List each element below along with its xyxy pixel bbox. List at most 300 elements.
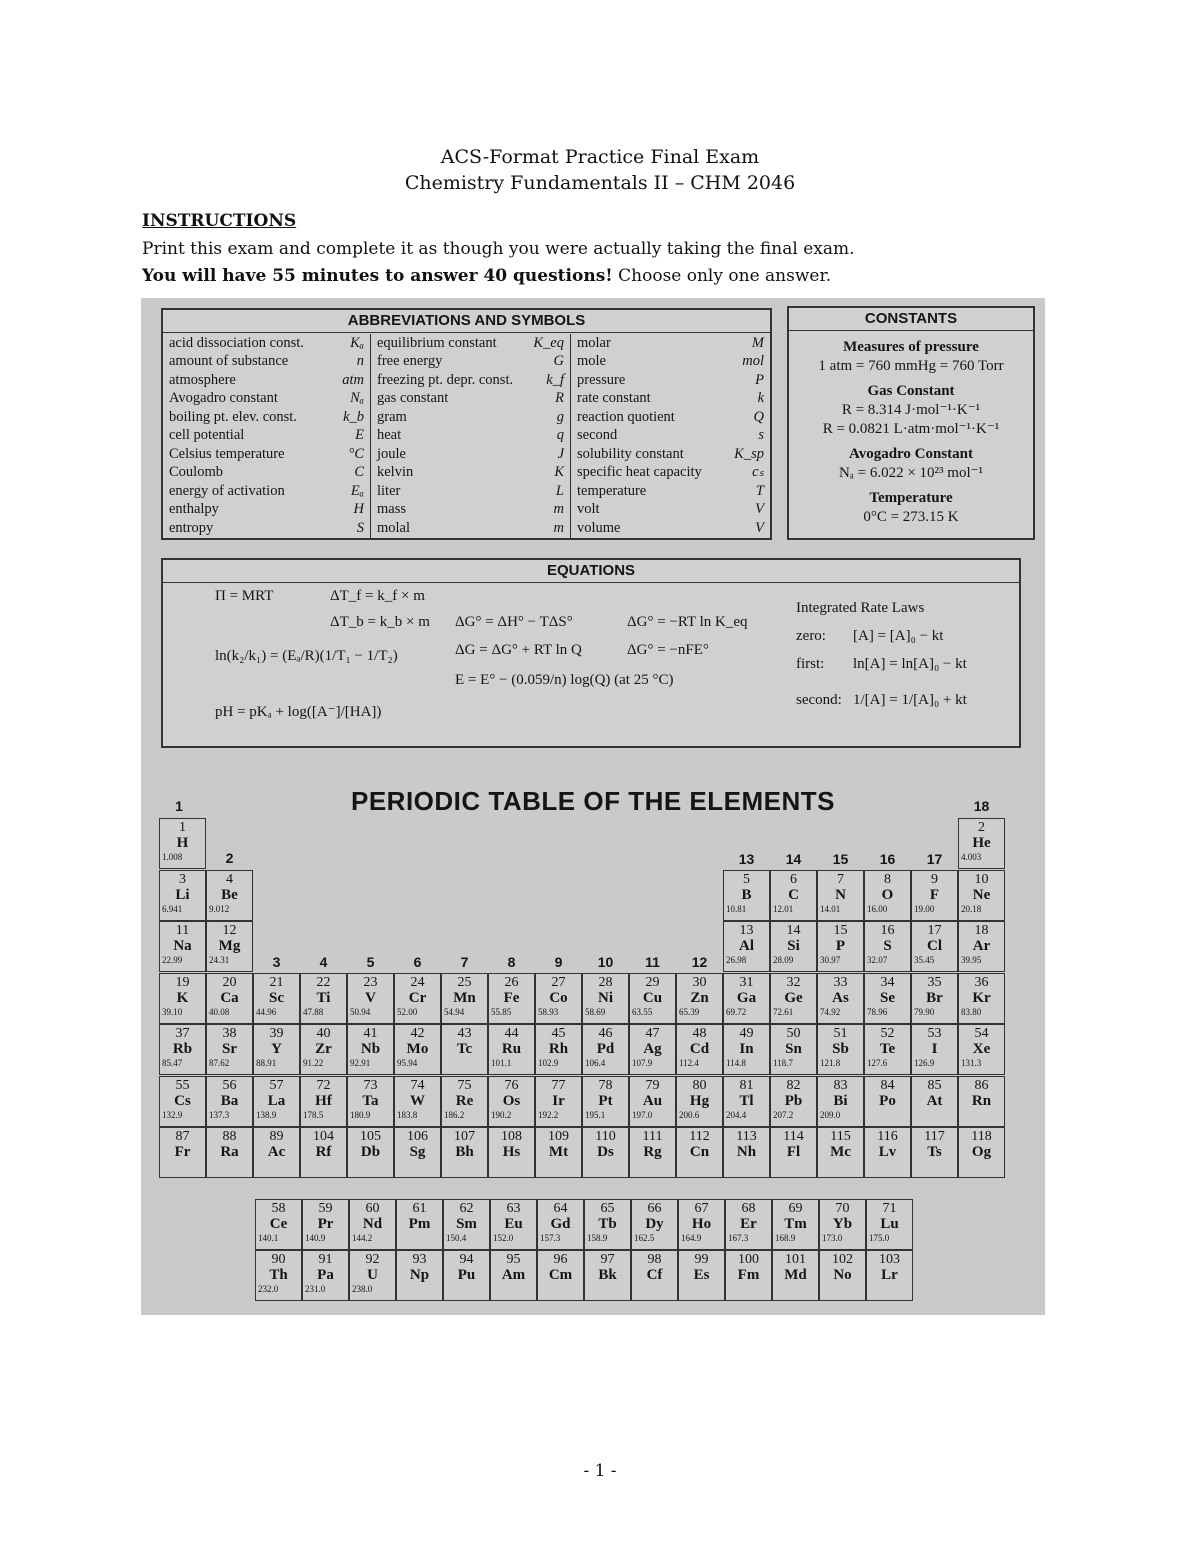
element-cell	[770, 870, 817, 921]
element-symbol: Zr	[315, 1041, 332, 1057]
element-symbol: At	[926, 1092, 943, 1109]
element-number: 97	[600, 1252, 615, 1267]
element-cell	[817, 870, 864, 921]
element-number: 73	[363, 1077, 378, 1093]
equations-title: EQUATIONS	[163, 560, 1019, 583]
element-number: 5	[743, 871, 750, 887]
element-number: 46	[598, 1026, 613, 1041]
element-mass: 106.4	[585, 1058, 606, 1068]
element-cell	[958, 818, 1005, 869]
abbreviation-row	[571, 501, 770, 520]
periodic-table-title: PERIODIC TABLE OF THE ELEMENTS	[351, 786, 835, 816]
abbreviation-symbol: Nₐ	[350, 390, 364, 407]
exam-title: ACS-Format Practice Final Exam	[440, 146, 760, 168]
abbreviation-symbol: s	[758, 427, 764, 444]
element-cell	[723, 973, 770, 1024]
group-label: 2	[225, 850, 234, 866]
element-number: 1	[179, 820, 186, 835]
element-number: 54	[974, 1026, 989, 1041]
element-symbol: Am	[501, 1267, 526, 1283]
abbreviation-row	[371, 334, 570, 353]
element-mass: 83.80	[961, 1006, 982, 1017]
first-order-law: ln[A] = ln[A]₀ − kt	[853, 656, 967, 672]
element-number: 48	[692, 1026, 707, 1041]
element-symbol: W	[410, 1092, 425, 1109]
element-cell	[676, 973, 723, 1024]
element-cell	[159, 870, 206, 921]
element-cell	[817, 1127, 864, 1178]
element-cell	[488, 1076, 535, 1127]
instructions-line-2-rest: Choose only one answer.	[612, 266, 832, 286]
element-symbol: Pb	[784, 1092, 803, 1109]
abbreviation-symbol: G	[553, 353, 564, 370]
element-symbol: Fl	[786, 1144, 801, 1160]
element-mass: 50.94	[350, 1006, 371, 1017]
element-symbol: Bk	[598, 1267, 617, 1283]
abbreviation-row	[371, 464, 570, 483]
instructions-heading: INSTRUCTIONS	[142, 211, 297, 231]
element-mass: 28.09	[773, 955, 794, 965]
abbreviation-symbol: L	[555, 482, 564, 499]
page-number: - 1 -	[583, 1461, 617, 1481]
element-cell	[349, 1250, 396, 1301]
abbreviation-row	[163, 390, 370, 409]
abbreviation-name: amount of substance	[169, 353, 289, 370]
element-symbol: U	[367, 1267, 378, 1283]
element-symbol: No	[833, 1267, 852, 1283]
element-cell	[582, 1076, 629, 1127]
element-number: 27	[551, 974, 566, 990]
element-symbol: Po	[879, 1092, 896, 1109]
element-mass: 78.96	[867, 1006, 888, 1017]
abbreviation-row	[163, 464, 370, 483]
element-mass: 137.3	[209, 1109, 230, 1120]
element-symbol: Lv	[878, 1144, 897, 1160]
element-cell	[866, 1250, 913, 1301]
element-number: 71	[882, 1200, 897, 1216]
group-label: 8	[507, 954, 516, 970]
element-mass: 12.01	[773, 903, 794, 914]
element-cell	[631, 1250, 678, 1301]
abbreviation-row	[571, 519, 770, 538]
element-cell	[864, 1127, 911, 1178]
element-number: 91	[318, 1252, 333, 1267]
element-mass: 232.0	[258, 1284, 279, 1294]
element-number: 7	[837, 871, 844, 887]
element-symbol: Sr	[222, 1041, 237, 1057]
element-cell	[723, 1127, 770, 1178]
element-symbol: Fe	[503, 989, 520, 1006]
abbreviation-row	[163, 445, 370, 464]
element-cell	[394, 1127, 441, 1178]
group-label: 12	[691, 954, 708, 970]
element-cell	[864, 870, 911, 921]
element-cell	[535, 1127, 582, 1178]
element-symbol: K	[176, 989, 189, 1006]
gibbs-reaction-quotient-equation: ΔG = ΔG° + RT ln Q	[455, 642, 582, 658]
element-symbol: Xe	[972, 1041, 991, 1057]
element-symbol: Pd	[596, 1041, 615, 1057]
element-mass: 178.5	[303, 1109, 324, 1120]
abbreviation-name: enthalpy	[169, 501, 219, 518]
element-number: 114	[783, 1129, 804, 1144]
abbreviation-symbol: Q	[753, 408, 764, 425]
element-number: 118	[971, 1129, 992, 1144]
element-number: 117	[924, 1129, 945, 1144]
element-mass: 200.6	[679, 1109, 700, 1120]
element-number: 81	[739, 1077, 754, 1093]
element-mass: 30.97	[820, 955, 841, 965]
abbreviation-row	[163, 371, 370, 390]
element-number: 43	[457, 1026, 472, 1041]
element-number: 99	[694, 1252, 709, 1267]
element-cell	[300, 1024, 347, 1075]
reference-sheet	[141, 298, 1045, 1315]
element-symbol: Mn	[453, 989, 476, 1006]
group-label: 3	[272, 954, 281, 970]
abbreviation-symbol: K_eq	[533, 334, 564, 351]
gibbs-equilibrium-equation: ΔG° = −RT ln K_eq	[627, 614, 748, 630]
element-symbol: Nb	[360, 1041, 381, 1057]
element-cell	[347, 1076, 394, 1127]
element-symbol: Ts	[927, 1144, 942, 1160]
element-cell	[488, 973, 535, 1024]
element-number: 11	[175, 923, 190, 938]
element-number: 18	[974, 923, 989, 938]
first-order-label: first:	[796, 656, 825, 672]
element-mass: 32.07	[867, 955, 888, 965]
element-mass: 183.8	[397, 1109, 418, 1120]
element-number: 60	[365, 1200, 380, 1216]
element-cell	[253, 1076, 300, 1127]
element-cell	[206, 870, 253, 921]
abbreviation-row	[371, 501, 570, 520]
abbreviation-symbol: K	[554, 464, 564, 481]
element-cell	[629, 973, 676, 1024]
element-mass: 231.0	[305, 1284, 326, 1294]
element-number: 25	[457, 974, 472, 990]
element-mass: 164.9	[681, 1232, 702, 1243]
abbreviation-symbol: cₛ	[752, 464, 764, 481]
element-number: 109	[548, 1129, 569, 1144]
element-cell	[441, 1127, 488, 1178]
abbreviation-name: specific heat capacity	[577, 464, 702, 481]
element-cell	[302, 1250, 349, 1301]
gas-constant-heading: Gas Constant	[867, 383, 955, 399]
element-cell	[676, 1076, 723, 1127]
abbreviation-symbol: M	[751, 334, 764, 351]
abbreviation-symbol: n	[356, 353, 364, 370]
element-symbol: B	[741, 886, 752, 903]
element-symbol: Fm	[737, 1267, 760, 1283]
element-symbol: C	[788, 886, 799, 903]
element-symbol: He	[972, 835, 991, 851]
element-number: 87	[175, 1129, 190, 1144]
element-symbol: Og	[971, 1144, 992, 1160]
element-cell	[958, 1076, 1005, 1127]
element-mass: 131.3	[961, 1058, 982, 1068]
element-cell	[958, 870, 1005, 921]
element-cell	[490, 1250, 537, 1301]
element-number: 28	[598, 974, 613, 990]
element-mass: 127.6	[867, 1058, 888, 1068]
element-number: 8	[884, 871, 891, 887]
abbreviation-symbol: g	[556, 408, 564, 425]
element-mass: 157.3	[540, 1232, 561, 1243]
element-symbol: Cr	[408, 989, 427, 1006]
abbreviation-name: free energy	[377, 353, 443, 370]
avogadro-value: Nₐ = 6.022 × 10²³ mol⁻¹	[838, 465, 984, 481]
abbreviation-row	[571, 353, 770, 372]
element-number: 35	[927, 974, 942, 990]
abbreviation-name: gas constant	[377, 390, 449, 407]
element-cell	[253, 1127, 300, 1178]
element-symbol: Er	[740, 1215, 757, 1232]
element-number: 108	[501, 1129, 522, 1144]
abbreviation-row	[163, 334, 370, 353]
element-symbol: Pa	[317, 1267, 334, 1283]
element-symbol: Re	[455, 1092, 474, 1109]
element-symbol: Md	[784, 1267, 807, 1283]
abbreviation-row	[371, 427, 570, 446]
gas-constant-value-2: R = 0.0821 L·atm·mol⁻¹·K⁻¹	[822, 421, 1000, 437]
element-cell	[676, 1127, 723, 1178]
element-symbol: Rf	[315, 1144, 332, 1160]
element-mass: 112.4	[679, 1058, 699, 1068]
abbreviation-row	[163, 408, 370, 427]
element-cell	[159, 921, 206, 972]
abbreviation-row	[163, 427, 370, 446]
element-number: 19	[175, 974, 190, 990]
element-cell	[770, 1127, 817, 1178]
element-mass: 180.9	[350, 1109, 371, 1120]
element-cell	[819, 1199, 866, 1250]
element-symbol: Rg	[643, 1144, 662, 1160]
element-symbol: Eu	[504, 1215, 523, 1232]
element-number: 104	[313, 1129, 334, 1144]
element-mass: 24.31	[209, 955, 230, 965]
temperature-value: 0°C = 273.15 K	[863, 509, 959, 525]
element-cell	[582, 1024, 629, 1075]
element-number: 12	[222, 923, 237, 938]
abbreviation-name: cell potential	[169, 427, 245, 444]
element-symbol: Es	[693, 1267, 710, 1283]
element-symbol: Os	[502, 1092, 521, 1109]
element-mass: 118.7	[773, 1058, 793, 1068]
element-number: 83	[833, 1077, 848, 1093]
element-number: 111	[642, 1129, 663, 1144]
element-cell	[817, 1076, 864, 1127]
element-number: 29	[645, 974, 660, 990]
element-number: 94	[459, 1252, 474, 1267]
abbreviation-symbol: atm	[342, 371, 364, 388]
element-cell	[770, 1076, 817, 1127]
element-number: 103	[879, 1252, 900, 1267]
element-symbol: Tl	[739, 1092, 754, 1109]
rate-laws-title: Integrated Rate Laws	[796, 600, 925, 616]
element-number: 68	[741, 1200, 756, 1216]
element-symbol: Be	[221, 886, 238, 903]
element-cell	[958, 1024, 1005, 1075]
element-symbol: Ce	[269, 1215, 288, 1232]
element-symbol: Bh	[455, 1144, 474, 1160]
element-mass: 63.55	[632, 1006, 653, 1017]
element-cell	[206, 973, 253, 1024]
element-symbol: Al	[739, 938, 754, 954]
element-number: 53	[927, 1026, 942, 1041]
element-number: 52	[880, 1026, 895, 1041]
element-symbol: In	[739, 1041, 754, 1057]
element-symbol: Ho	[691, 1215, 712, 1232]
element-mass: 55.85	[491, 1006, 512, 1017]
element-mass: 65.39	[679, 1006, 700, 1017]
element-mass: 192.2	[538, 1109, 559, 1120]
element-number: 75	[457, 1077, 472, 1093]
abbreviations-box	[161, 308, 772, 540]
element-symbol: Lr	[881, 1267, 898, 1283]
element-cell	[255, 1199, 302, 1250]
element-mass: 91.22	[303, 1058, 324, 1068]
element-symbol: Ti	[316, 989, 331, 1006]
element-mass: 44.96	[256, 1006, 277, 1017]
element-number: 105	[360, 1129, 381, 1144]
element-number: 77	[551, 1077, 566, 1093]
group-label: 10	[597, 954, 614, 970]
element-cell	[678, 1199, 725, 1250]
element-number: 51	[833, 1026, 848, 1041]
element-symbol: Ni	[598, 989, 613, 1006]
abbreviation-name: temperature	[577, 482, 647, 499]
abbreviation-name: pressure	[577, 371, 626, 388]
element-mass: 14.01	[820, 903, 841, 914]
element-symbol: Hs	[502, 1144, 521, 1160]
abbreviation-name: solubility constant	[577, 445, 684, 462]
element-cell	[911, 1076, 958, 1127]
element-number: 101	[785, 1252, 806, 1267]
element-number: 38	[222, 1026, 237, 1041]
element-cell	[584, 1199, 631, 1250]
element-symbol: Cn	[689, 1144, 710, 1160]
abbreviation-row	[163, 501, 370, 520]
element-number: 82	[786, 1077, 801, 1093]
element-mass: 140.1	[258, 1232, 279, 1243]
abbreviations-column-2	[371, 334, 571, 538]
element-cell	[535, 1076, 582, 1127]
element-cell	[958, 973, 1005, 1024]
element-mass: 207.2	[773, 1109, 794, 1120]
element-cell	[772, 1250, 819, 1301]
group-label: 16	[879, 851, 896, 867]
element-cell	[911, 1127, 958, 1178]
abbreviation-row	[571, 408, 770, 427]
element-mass: 158.9	[587, 1232, 608, 1243]
element-symbol: La	[267, 1092, 286, 1109]
element-number: 15	[833, 923, 848, 938]
element-symbol: Sg	[409, 1144, 426, 1160]
element-symbol: Gd	[550, 1215, 571, 1232]
element-cell	[159, 1024, 206, 1075]
element-number: 90	[271, 1252, 286, 1267]
abbreviation-name: atmosphere	[169, 371, 236, 388]
abbreviation-symbol: K_sp	[734, 445, 764, 462]
element-number: 79	[645, 1077, 660, 1093]
element-number: 89	[269, 1129, 284, 1144]
abbreviation-row	[371, 408, 570, 427]
abbreviation-symbol: m	[553, 501, 564, 518]
element-number: 31	[739, 974, 754, 990]
element-cell	[537, 1250, 584, 1301]
element-cell	[441, 1024, 488, 1075]
element-number: 74	[410, 1077, 425, 1093]
element-number: 61	[412, 1200, 427, 1216]
element-number: 115	[830, 1129, 851, 1144]
element-symbol: Cm	[548, 1267, 573, 1283]
abbreviation-name: molal	[377, 519, 411, 536]
element-symbol: H	[176, 835, 189, 851]
abbreviation-row	[571, 390, 770, 409]
element-symbol: Se	[880, 989, 895, 1006]
element-number: 47	[645, 1026, 660, 1041]
element-cell	[723, 921, 770, 972]
element-number: 24	[410, 974, 425, 990]
element-symbol: Ca	[220, 989, 239, 1006]
abbreviation-name: second	[577, 427, 618, 444]
element-cell	[347, 1127, 394, 1178]
group-label: 18	[973, 798, 990, 814]
element-symbol: F	[929, 886, 940, 903]
element-cell	[302, 1199, 349, 1250]
element-symbol: Sc	[269, 989, 284, 1006]
element-cell	[488, 1024, 535, 1075]
element-number: 63	[506, 1200, 521, 1216]
element-symbol: Y	[271, 1041, 282, 1057]
element-symbol: Nh	[736, 1144, 757, 1160]
element-mass: 102.9	[538, 1058, 559, 1068]
element-symbol: Ac	[267, 1144, 286, 1160]
element-mass: 58.69	[585, 1006, 606, 1017]
element-cell	[490, 1199, 537, 1250]
element-mass: 88.91	[256, 1058, 277, 1068]
element-number: 65	[600, 1200, 615, 1216]
element-cell	[770, 1024, 817, 1075]
element-number: 57	[269, 1077, 284, 1093]
instructions-line-2	[142, 266, 831, 286]
equations-box	[161, 558, 1021, 748]
element-symbol: Th	[269, 1267, 288, 1283]
element-mass: 39.95	[961, 955, 982, 965]
element-mass: 87.62	[209, 1058, 230, 1068]
element-mass: 204.4	[726, 1109, 747, 1120]
instructions-emphasis: You will have 55 minutes to answer 40 questions!	[142, 266, 613, 286]
element-symbol: Te	[879, 1041, 896, 1057]
second-order-label: second:	[796, 692, 842, 708]
element-number: 80	[692, 1077, 707, 1093]
element-mass: 47.88	[303, 1006, 324, 1017]
abbreviation-name: gram	[377, 408, 407, 425]
element-symbol: Cl	[927, 938, 942, 954]
element-number: 95	[506, 1252, 521, 1267]
abbreviation-name: energy of activation	[169, 482, 285, 499]
element-cell	[864, 921, 911, 972]
element-mass: 195.1	[585, 1109, 606, 1120]
element-cell	[300, 1127, 347, 1178]
element-number: 100	[738, 1252, 759, 1267]
element-cell	[864, 1024, 911, 1075]
element-symbol: Ge	[784, 989, 803, 1006]
element-cell	[488, 1127, 535, 1178]
element-symbol: Pm	[408, 1215, 431, 1232]
zero-order-label: zero:	[796, 628, 826, 644]
